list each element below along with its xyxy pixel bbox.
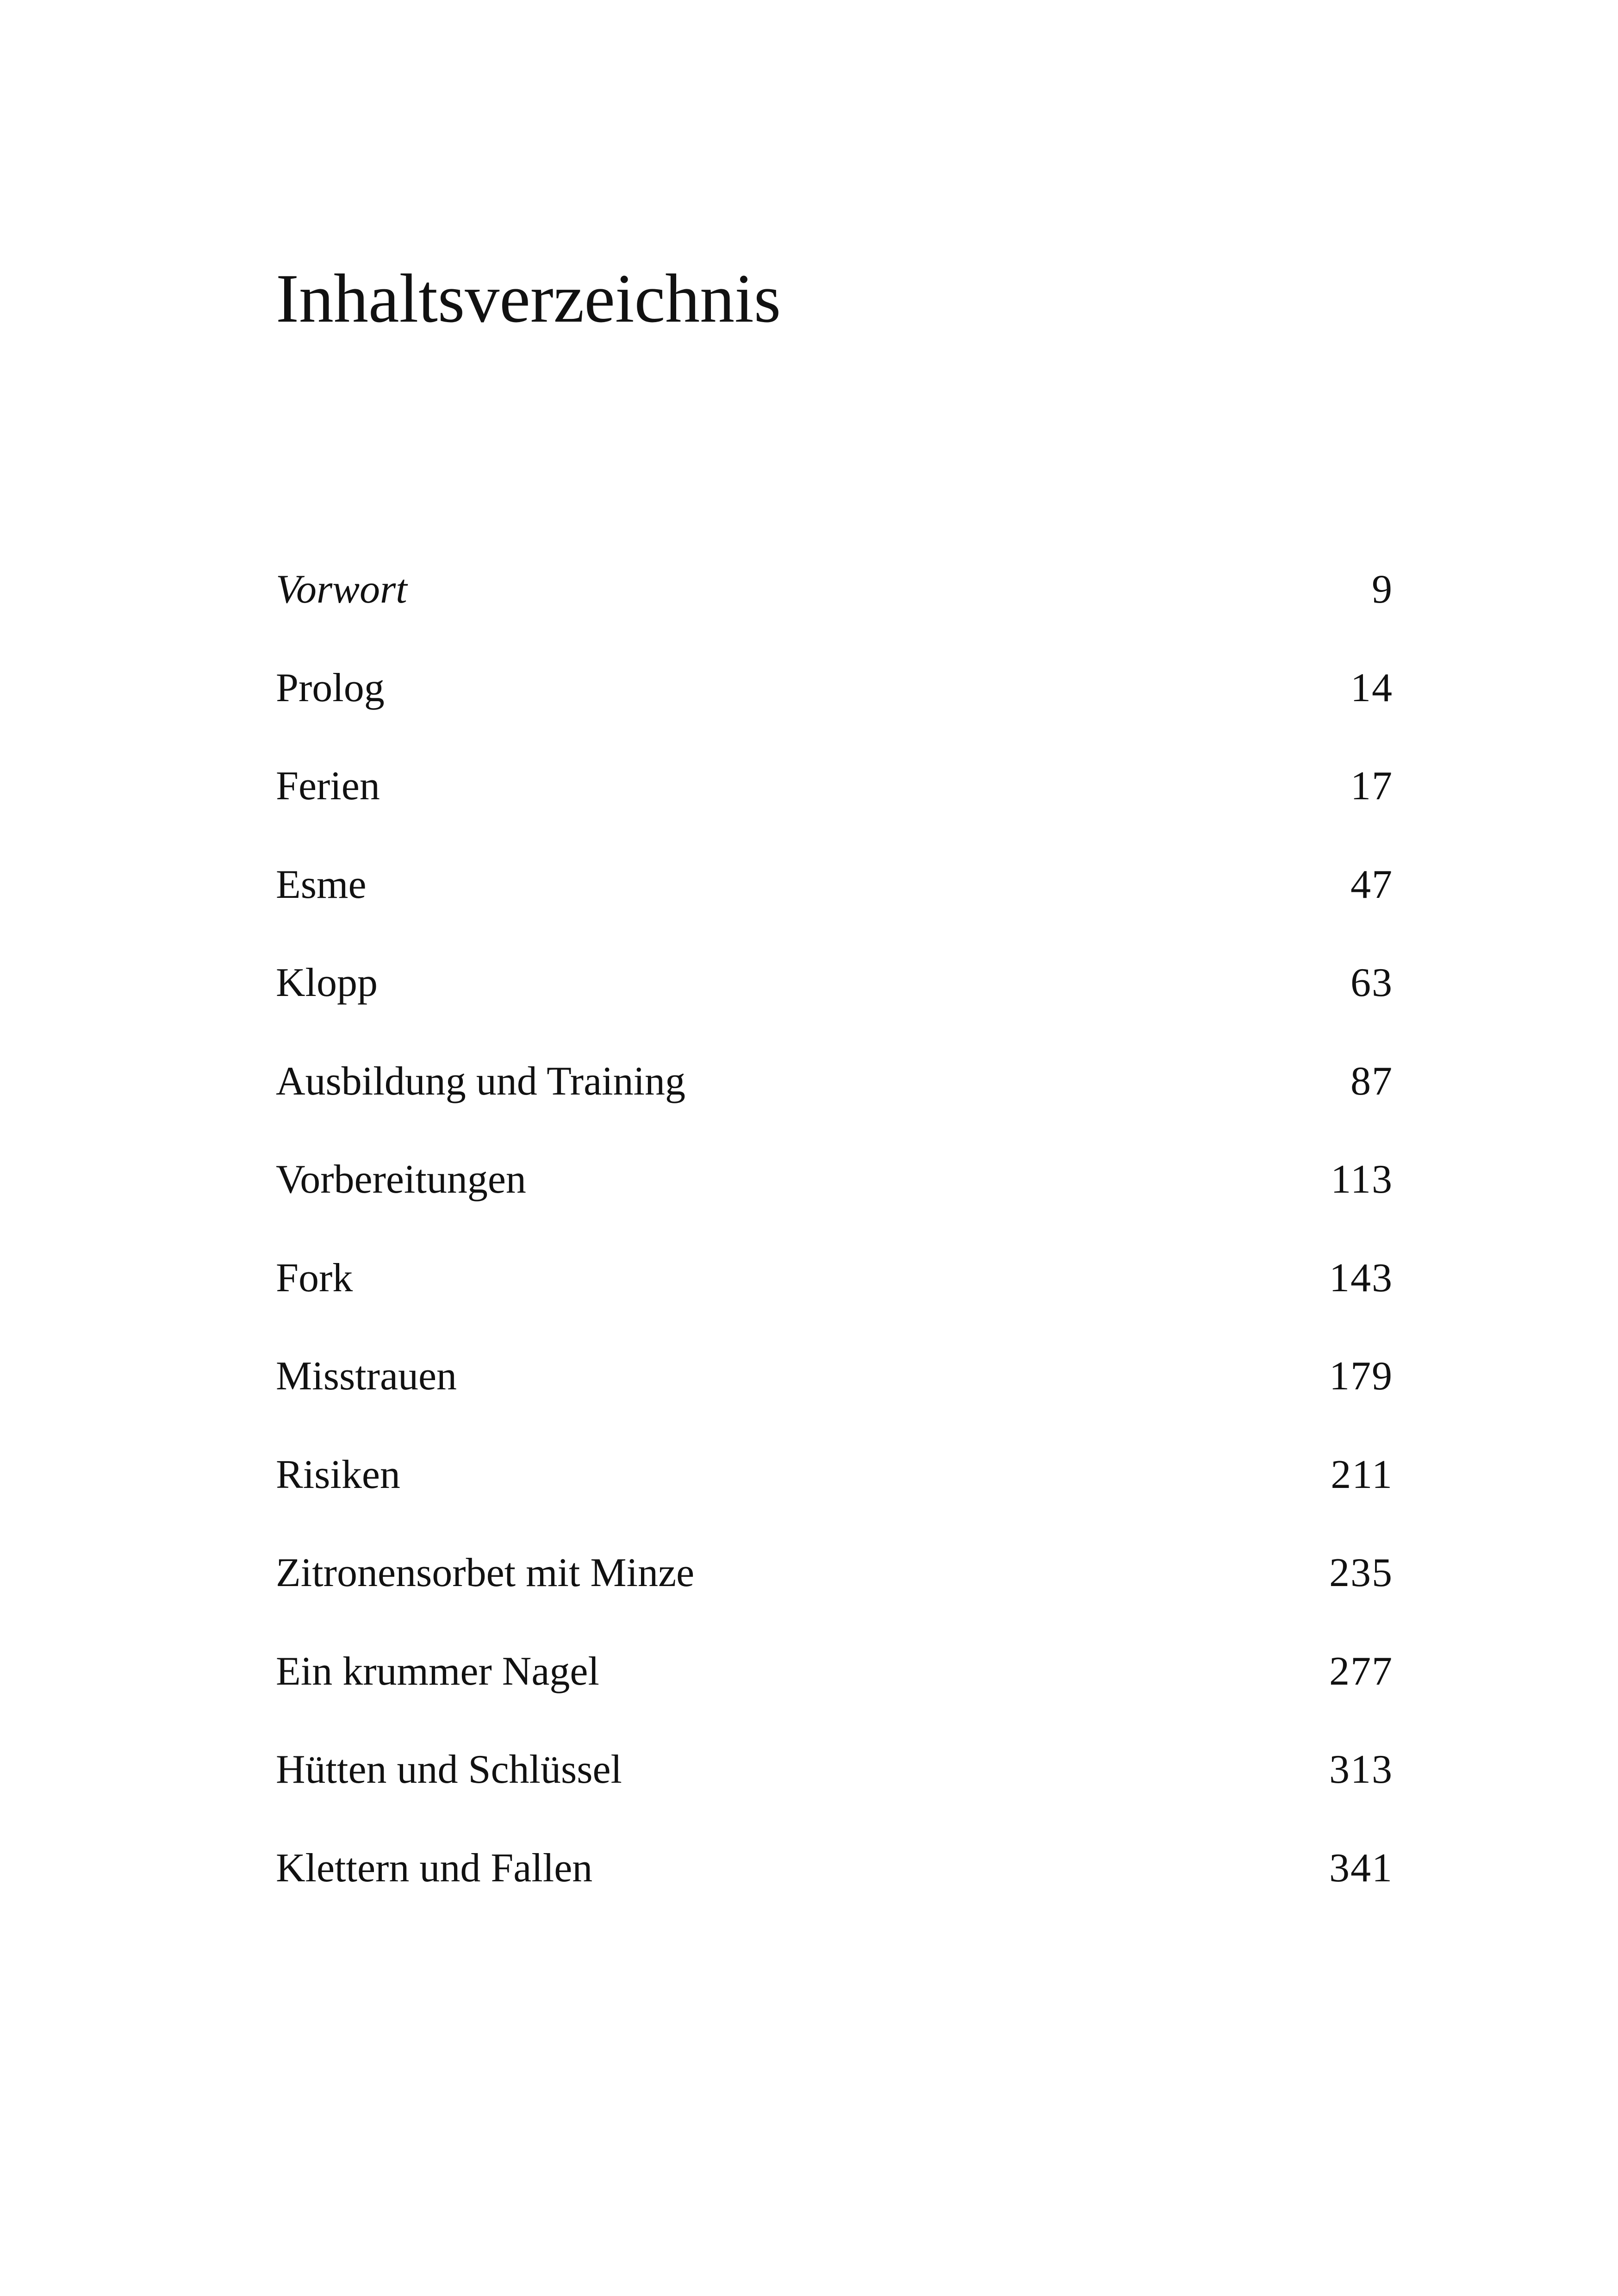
toc-entry-title: Hütten und Schlüssel	[276, 1747, 622, 1792]
toc-entry-huetten-und-schluessel	[276, 1749, 1393, 1848]
toc-entry-page-number: 63	[1350, 960, 1393, 1005]
toc-entry-vorwort	[276, 569, 1393, 668]
toc-entry-title: Prolog	[276, 665, 385, 710]
toc-entry-ausbildung-und-training	[276, 1058, 1393, 1160]
toc-entry-page-number: 47	[1350, 862, 1393, 907]
toc-entry-page-number: 341	[1329, 1845, 1393, 1891]
toc-entry-title: Klopp	[276, 960, 378, 1005]
toc-entry-page-number: 179	[1329, 1354, 1393, 1399]
toc-entry-title: Vorbereitungen	[276, 1157, 526, 1202]
toc-entry-risiken	[276, 1452, 1393, 1553]
toc-entry-page-number: 17	[1350, 764, 1393, 809]
toc-entry-klopp	[276, 960, 1393, 1061]
toc-entry-fork	[276, 1255, 1393, 1356]
toc-entry-title: Zitronensorbet mit Minze	[276, 1550, 695, 1595]
toc-entry-zitronensorbet-mit-minze	[276, 1550, 1393, 1651]
toc-entry-prolog	[276, 665, 1393, 766]
toc-entry-page-number: 313	[1329, 1747, 1393, 1792]
toc-entry-title: Risiken	[276, 1452, 400, 1497]
toc-entry-esme	[276, 862, 1393, 963]
toc-entry-page-number: 211	[1331, 1452, 1393, 1497]
toc-entry-title: Fork	[276, 1255, 353, 1300]
toc-entry-title: Esme	[276, 862, 367, 907]
toc-entry-title: Ein krummer Nagel	[276, 1649, 599, 1694]
toc-entry-title: Ausbildung und Training	[276, 1058, 686, 1104]
table-of-contents	[276, 569, 1393, 1946]
toc-entry-misstrauen	[276, 1356, 1393, 1455]
toc-entry-page-number: 235	[1329, 1550, 1393, 1595]
toc-entry-ferien	[276, 766, 1393, 865]
toc-entry-page-number: 143	[1329, 1255, 1393, 1300]
toc-entry-title: Vorwort	[276, 567, 407, 612]
toc-entry-ein-krummer-nagel	[276, 1651, 1393, 1750]
toc-entry-page-number: 9	[1372, 567, 1393, 612]
toc-entry-title: Klettern und Fallen	[276, 1845, 593, 1891]
toc-entry-klettern-und-fallen	[276, 1845, 1393, 1947]
toc-entry-page-number: 87	[1350, 1058, 1393, 1104]
toc-entry-page-number: 113	[1331, 1157, 1393, 1202]
toc-entry-vorbereitungen	[276, 1159, 1393, 1258]
toc-entry-title: Ferien	[276, 764, 380, 809]
toc-entry-page-number: 277	[1329, 1649, 1393, 1694]
toc-entry-page-number: 14	[1350, 665, 1393, 710]
page-title: Inhaltsverzeichnis	[276, 260, 781, 337]
toc-entry-title: Misstrauen	[276, 1354, 457, 1399]
